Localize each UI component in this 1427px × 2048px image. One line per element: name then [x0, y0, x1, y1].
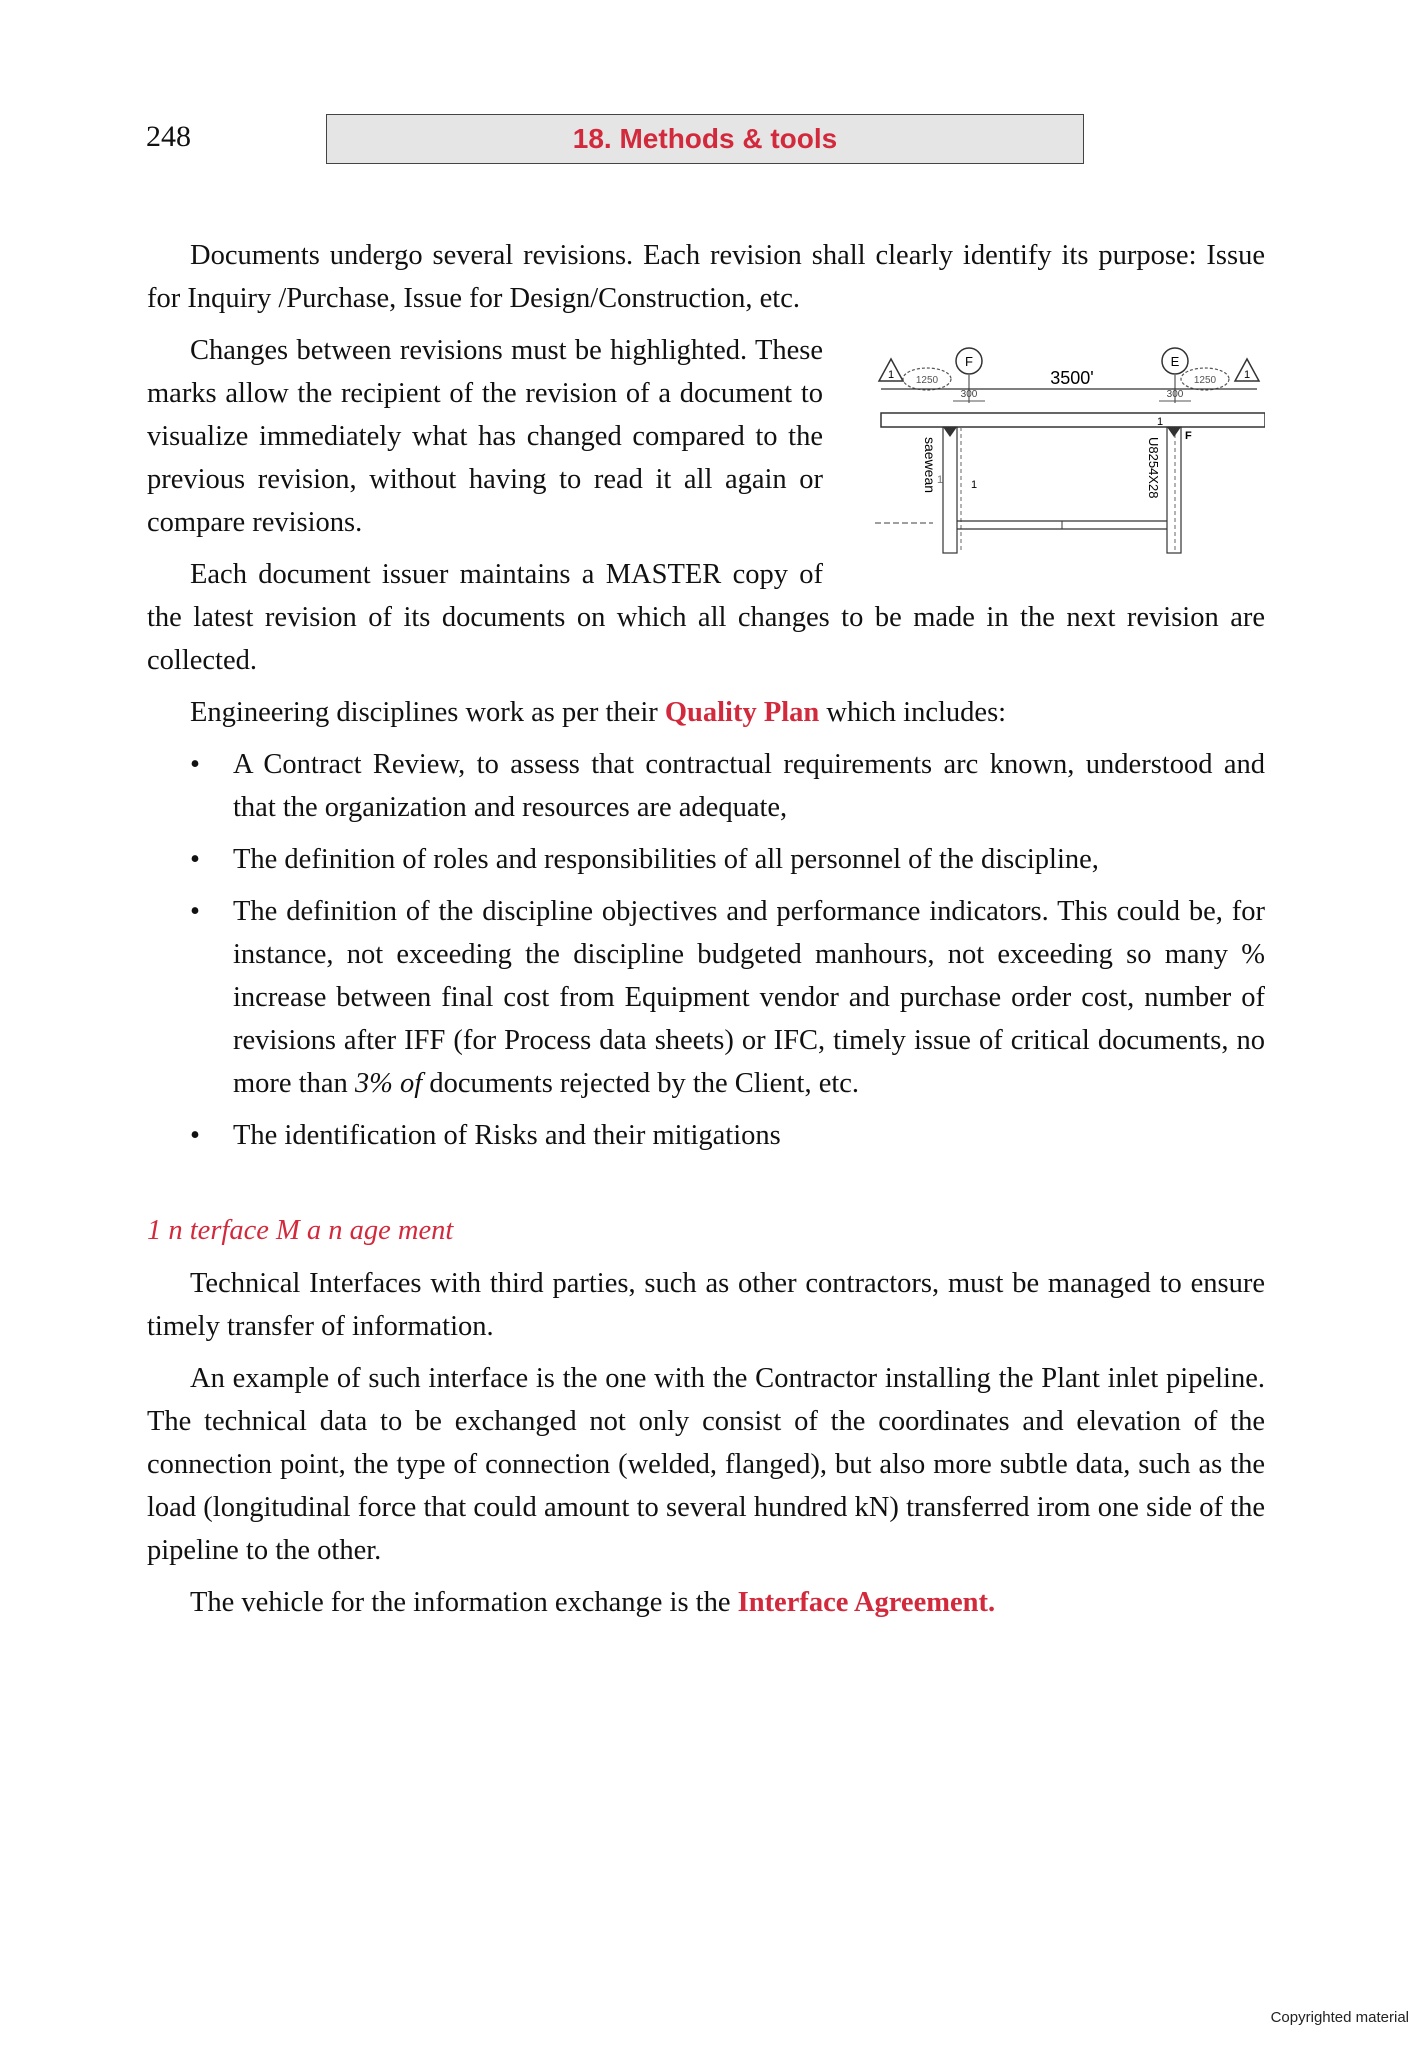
page-number: 248 [146, 120, 191, 153]
page-body [147, 234, 1265, 1633]
revision-triangle-right-label: 1 [1243, 369, 1251, 381]
section-heading: 1 n terface M a n age ment [147, 1215, 454, 1246]
column-right-label: U8254X28 [1146, 437, 1161, 499]
small-dimension-left-label: 300 [960, 389, 978, 400]
copyright-notice: Copyrighted material [1270, 2009, 1409, 2026]
list-item [147, 1114, 1265, 1157]
interface-agreement-highlight: Interface Agreement. [737, 1587, 996, 1618]
paragraph-master-copy: Each document issuer maintains a MASTER copy of the latest revision of its documents on which all changes to be made in the next revision are collected. [147, 559, 1265, 676]
revision-drawing-figure [873, 333, 1265, 561]
beam [881, 413, 1265, 427]
bullet-marker: • [190, 749, 200, 780]
bullet-marker: • [190, 896, 200, 927]
list-item-tail: documents rejected by the Client, etc. [422, 1068, 860, 1099]
paragraph-changes: Changes between revisions must be highlighted. These marks allow the recipient of the revision of a document to visualize immediately what has changed compared to the previous revision, without having to read it all again or compare revisions. [147, 335, 823, 538]
column-right [1167, 427, 1181, 553]
paragraph-technical-interfaces: Technical Interfaces with third parties, such as other contractors, must be managed to ensure timely transfer of information. [147, 1268, 1265, 1342]
column-left-mark: 1 [971, 479, 978, 491]
dimension-value: 3500' [1050, 368, 1094, 388]
chapter-title: 18. Methods & tools [572, 123, 838, 154]
cloud-right-label: 1250 [1193, 375, 1217, 386]
bullet-marker: • [190, 844, 200, 875]
paragraph-quality-plan [147, 691, 1265, 734]
column-right-f-mark: F [1185, 430, 1192, 442]
list-item-text: The definition of roles and responsibilities of all personnel of the discipline, [233, 844, 1099, 875]
grid-bubble-e-label: E [1170, 354, 1180, 369]
list-item-text: The identification of Risks and their mitigations [233, 1120, 781, 1151]
small-dimension-right-label: 300 [1166, 389, 1184, 400]
list-item [147, 743, 1265, 829]
paragraph-interface-example: An example of such interface is the one with the Contractor installing the Plant inlet pipeline. The technical data to be exchanged not only consist of the coordinates and elevation of the connection point, the type of connection (welded, flanged), but also more subtle data, such as the load (longitudinal force that could amount to several hundred kN) transferred irom one side of the pipeline to the other. [147, 1363, 1265, 1566]
column-left [943, 427, 957, 553]
list-item [147, 890, 1265, 1105]
bullet-marker: • [190, 1120, 200, 1151]
paragraph-interface-agreement [147, 1581, 1265, 1624]
list-item [147, 838, 1265, 881]
list-item-italic: 3% of [354, 1068, 423, 1099]
list-item-text: A Contract Review, to assess that contractual requirements arc known, understood and that the organization and resources are adequate, [233, 749, 1265, 823]
column-left-label: saewean [922, 437, 938, 494]
chapter-header-box [326, 114, 1084, 164]
grid-bubble-f-label: F [965, 354, 973, 369]
paragraph-revisions: Documents undergo several revisions. Each revision shall clearly identify its purpose: Issue for Inquiry /Purchase, Issue for Design/Construction, etc. [147, 240, 1265, 314]
cloud-left-label: 1250 [915, 375, 939, 386]
interface-agreement-lead: The vehicle for the information exchange is the [190, 1587, 738, 1618]
quality-plan-tail: which includes: [819, 697, 1007, 728]
revision-drawing [873, 333, 1265, 561]
list-item-text: The definition of the discipline objectives and performance indicators. This could be, for instance, not exceeding the discipline budgeted manhours, not exceeding so many % increase between final cost from Equipment vendor and purchase order cost, number of revisions after IFF (for Process data sheets) or IFC, timely issue of critical documents, no more than [233, 896, 1265, 1099]
quality-plan-list [147, 743, 1265, 1157]
quality-plan-lead: Engineering disciplines work as per their [190, 697, 665, 728]
column-left-side-mark: 1 [937, 474, 944, 486]
quality-plan-highlight: Quality Plan [664, 697, 820, 728]
column-right-mark: 1 [1157, 416, 1164, 428]
revision-triangle-left-label: 1 [887, 369, 895, 381]
